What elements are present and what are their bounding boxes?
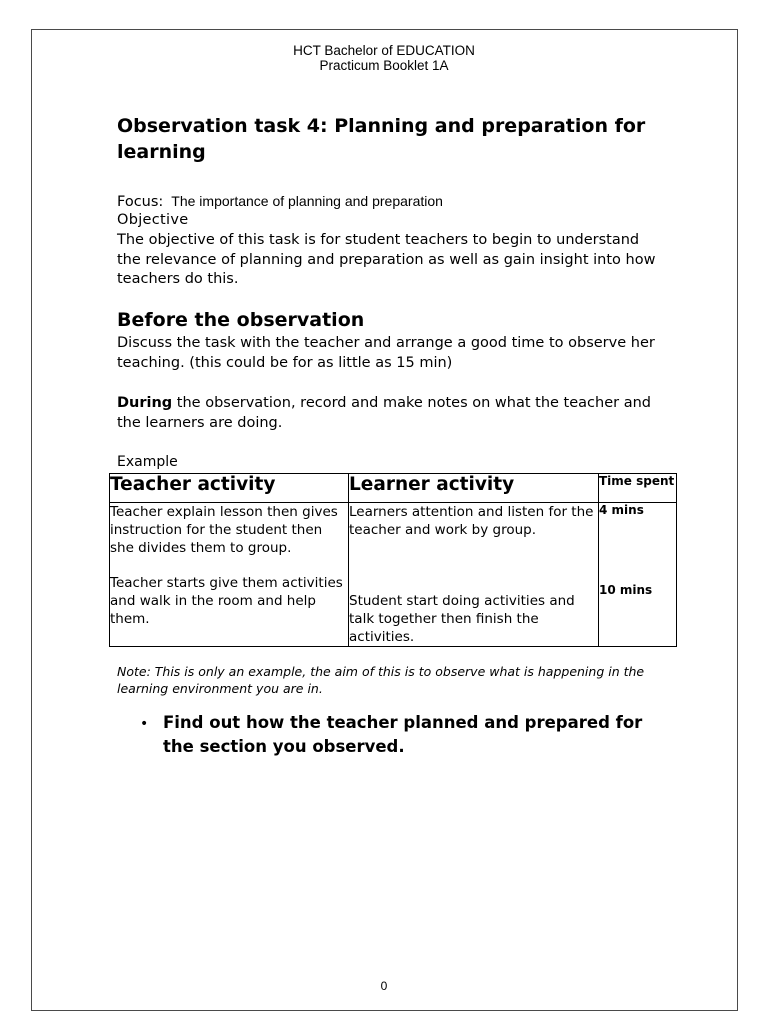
objective-label: Objective: [117, 212, 189, 228]
focus-line: [117, 193, 443, 210]
during-paragraph: [117, 394, 657, 433]
bullet-text: Find out how the teacher planned and prepared for the section you observed.: [163, 713, 643, 756]
time-spent-1: 4 mins: [599, 503, 644, 517]
header-line-2: Practicum Booklet 1A: [319, 58, 449, 73]
focus-label: Focus:: [117, 194, 164, 210]
teacher-activity-text-1: Teacher explain lesson then gives instruction for the student then she divides them to group.: [110, 504, 338, 556]
learner-activity-header: Learner activity: [349, 474, 599, 503]
example-label: Example: [117, 454, 178, 470]
time-spent-cell: [599, 503, 677, 647]
time-spent-header: Time spent: [599, 474, 677, 503]
example-table: [109, 473, 677, 647]
during-text: the observation, record and make notes on what the teacher and the learners are doing.: [117, 395, 651, 431]
teacher-activity-header: Teacher activity: [110, 474, 349, 503]
focus-text: The importance of planning and preparation: [171, 193, 443, 209]
bullet-icon: •: [140, 716, 149, 732]
page-title: Observation task 4: Planning and preparation for learning: [117, 115, 646, 163]
learner-activity-cell: [349, 503, 599, 647]
page-number: 0: [380, 979, 388, 993]
before-observation-heading: Before the observation: [117, 309, 365, 331]
teacher-activity-cell: [110, 503, 349, 647]
during-bold: During: [117, 395, 173, 411]
teacher-activity-text-2: Teacher starts give them activities and walk in the room and help them.: [110, 575, 343, 627]
before-observation-text: Discuss the task with the teacher and arrange a good time to observe her teaching. (this could be for as little as 15 min): [117, 335, 655, 371]
time-spent-2: 10 mins: [599, 583, 653, 597]
header-line-1: HCT Bachelor of EDUCATION: [293, 43, 475, 58]
table-row: [110, 503, 677, 647]
table-header-row: [110, 474, 677, 503]
learner-activity-text-2: Student start doing activities and talk together then finish the activities.: [349, 593, 575, 645]
learner-activity-text-1: Learners attention and listen for the teacher and work by group.: [349, 504, 594, 538]
objective-text: The objective of this task is for student teachers to begin to understand the relevance of planning and preparation as well as gain insight into how teachers do this.: [117, 232, 656, 288]
note-text: Note: This is only an example, the aim of this is to observe what is happening in the learning environment you are in.: [117, 664, 645, 696]
